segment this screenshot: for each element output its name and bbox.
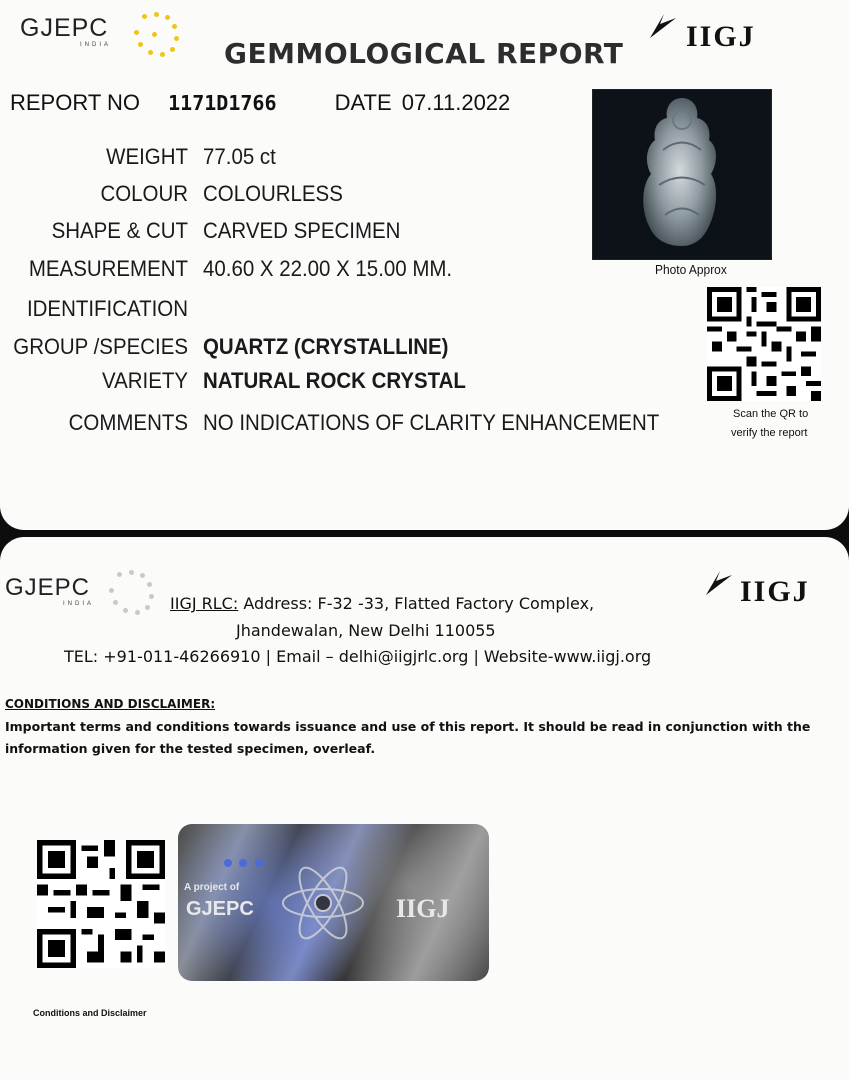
iigj-logo-back-text: IIGJ	[740, 575, 810, 608]
gjepc-logo-text: GJEPC	[20, 14, 109, 42]
conditions-qr-caption: Conditions and Disclaimer	[33, 1008, 147, 1018]
weight-label: WEIGHT	[106, 144, 188, 169]
hologram-top-text: A project of	[184, 882, 240, 893]
group-species-label: GROUP /SPECIES	[13, 334, 188, 359]
conditions-heading: CONDITIONS AND DISCLAIMER:	[5, 697, 216, 711]
photo-caption: Photo Approx	[655, 262, 727, 277]
report-title: GEMMOLOGICAL REPORT	[224, 37, 624, 70]
measurement-label: MEASUREMENT	[28, 256, 188, 281]
gjepc-logo-back	[5, 570, 160, 620]
verify-qr-code[interactable]	[707, 287, 821, 401]
hologram-right-brand: IIGJ	[396, 894, 450, 923]
colour-label: COLOUR	[100, 181, 188, 206]
report-front-card	[0, 0, 849, 530]
variety-value: NATURAL ROCK CRYSTAL	[203, 368, 466, 393]
comments-value: NO INDICATIONS OF CLARITY ENHANCEMENT	[203, 410, 660, 435]
specimen-photo	[592, 89, 772, 260]
address-line1	[170, 594, 594, 613]
address-line2: Jhandewalan, New Delhi 110055	[236, 621, 496, 640]
iigj-arrow-icon	[648, 10, 678, 40]
iigj-logo-text: IIGJ	[686, 20, 756, 53]
carved-crystal-image	[593, 90, 771, 259]
measurement-value: 40.60 X 22.00 X 15.00 MM.	[203, 256, 453, 281]
date-value: 07.11.2022	[401, 90, 511, 115]
address-label: IIGJ RLC:	[170, 594, 239, 613]
contact-line: TEL: +91-011-46266910 | Email – delhi@iigjrlc.org | Website-www.iigj.org	[64, 647, 652, 666]
report-number-row	[10, 90, 510, 116]
address-line1-text: Address: F-32 -33, Flatted Factory Complex,	[238, 594, 595, 613]
iigj-logo-back	[690, 567, 830, 623]
group-species-value: QUARTZ (CRYSTALLINE)	[203, 334, 449, 359]
iigj-logo	[648, 8, 778, 64]
security-hologram	[178, 824, 489, 981]
conditions-qr-code[interactable]	[37, 840, 165, 968]
qr-caption-line1: Scan the QR to	[733, 408, 809, 420]
gjepc-dots-back-icon	[107, 570, 157, 620]
report-no-label: REPORT NO	[10, 90, 140, 115]
variety-label: VARIETY	[101, 368, 188, 393]
report-no-value: 1171D1766	[168, 91, 277, 115]
hologram-left-brand: GJEPC	[186, 898, 254, 920]
comments-label: COMMENTS	[68, 410, 188, 435]
gjepc-logo-back-subtext: INDIA	[63, 601, 95, 607]
gjepc-logo-subtext: INDIA	[80, 42, 112, 48]
shape-cut-label: SHAPE & CUT	[51, 218, 188, 243]
hologram-flower-icon	[278, 858, 368, 948]
gjepc-logo-back-text: GJEPC	[5, 574, 91, 601]
colour-value: COLOURLESS	[203, 181, 343, 206]
date-label: DATE	[334, 90, 392, 115]
hologram-dots	[224, 854, 263, 872]
iigj-arrow-back-icon	[704, 567, 734, 597]
gjepc-logo	[20, 12, 170, 57]
qr-caption-line2: verify the report	[731, 427, 808, 439]
report-back-card	[0, 537, 849, 1080]
identification-label: IDENTIFICATION	[26, 296, 188, 321]
shape-cut-value: CARVED SPECIMEN	[203, 218, 401, 243]
conditions-text: Important terms and conditions towards issuance and use of this report. It should be read in conjunction with the information given for the tested specimen, overleaf.	[5, 719, 811, 756]
gjepc-dots-icon	[132, 12, 182, 62]
weight-value: 77.05 ct	[203, 144, 276, 169]
